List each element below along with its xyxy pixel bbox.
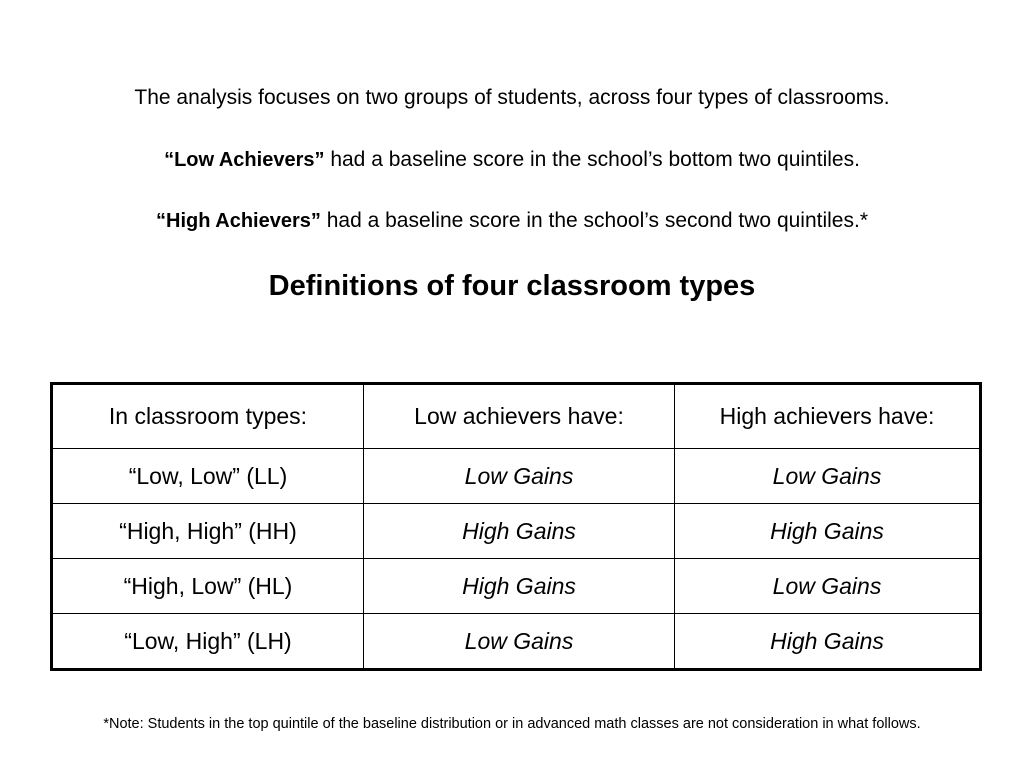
- high-achievers-gain-cell: High Gains: [675, 614, 981, 670]
- high-achievers-gain-cell: Low Gains: [675, 449, 981, 504]
- high-achievers-gain-cell: High Gains: [675, 504, 981, 559]
- table-row: [52, 559, 981, 614]
- low-achievers-gain-cell: Low Gains: [364, 449, 675, 504]
- header-high-achievers: High achievers have:: [675, 384, 981, 449]
- intro-text: The analysis focuses on two groups of students, across four types of classrooms.: [134, 86, 890, 109]
- header-classroom-types: In classroom types:: [52, 384, 364, 449]
- section-title: Definitions of four classroom types: [268, 270, 756, 302]
- table-row: [52, 504, 981, 559]
- classroom-type-cell: “High, High” (HH): [52, 504, 364, 559]
- low-achievers-gain-cell: High Gains: [364, 504, 675, 559]
- classroom-type-cell: “Low, Low” (LL): [52, 449, 364, 504]
- low-achievers-definition-text: had a baseline score in the school’s bottom two quintiles.: [324, 148, 860, 171]
- low-achievers-term: “Low Achievers”: [164, 149, 325, 171]
- table-row: [52, 614, 981, 670]
- low-achievers-gain-cell: High Gains: [364, 559, 675, 614]
- high-achievers-definition: [0, 209, 1024, 233]
- classroom-type-cell: “Low, High” (LH): [52, 614, 364, 670]
- low-achievers-definition: [0, 148, 1024, 172]
- header-low-achievers: Low achievers have:: [364, 384, 675, 449]
- classroom-type-cell: “High, Low” (HL): [52, 559, 364, 614]
- high-achievers-definition-text: had a baseline score in the school’s second two quintiles.*: [320, 209, 868, 232]
- classroom-types-table: [50, 382, 982, 671]
- high-achievers-term: “High Achievers”: [156, 210, 321, 232]
- low-achievers-gain-cell: Low Gains: [364, 614, 675, 670]
- table-row: [52, 449, 981, 504]
- footnote: *Note: Students in the top quintile of the baseline distribution or in advanced math classes are not consideration in what follows.: [103, 716, 921, 732]
- table-header-row: [52, 384, 981, 449]
- high-achievers-gain-cell: Low Gains: [675, 559, 981, 614]
